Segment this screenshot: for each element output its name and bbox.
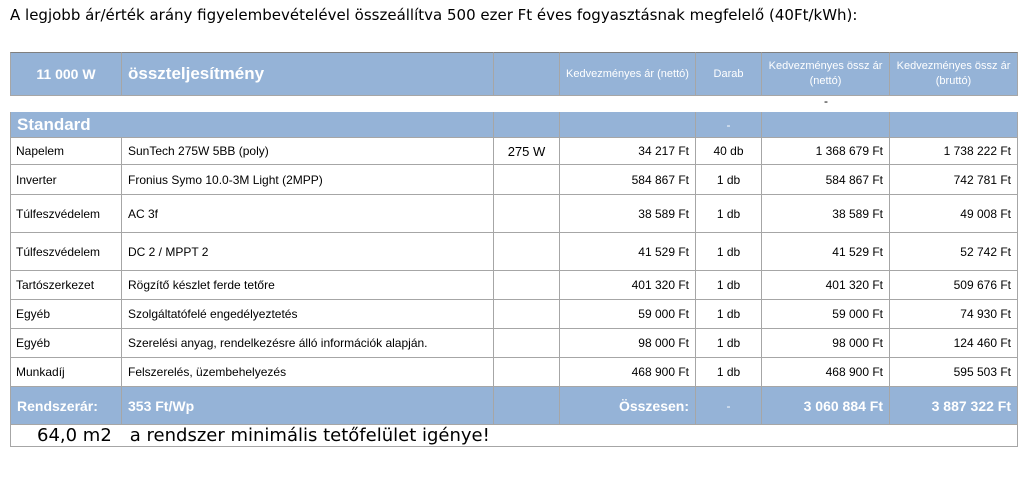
gap-mark: - bbox=[824, 96, 828, 108]
grand-total-gross: 3 887 322 Ft bbox=[890, 387, 1018, 425]
row-label: Inverter bbox=[10, 165, 122, 195]
page-heading: A legjobb ár/érték arány figyelembevételével összeállítva 500 ezer Ft éves fogyasztásnak megfelelő (40Ft/kWh): bbox=[10, 6, 858, 24]
row-power bbox=[494, 329, 560, 358]
gap-cell bbox=[560, 96, 696, 112]
row-desc: Szolgáltatófelé engedélyeztetés bbox=[122, 300, 494, 329]
row-total-gross: 742 781 Ft bbox=[890, 165, 1018, 195]
row-label: Munkadíj bbox=[10, 358, 122, 387]
row-qty: 1 db bbox=[696, 271, 762, 300]
row-total-net: 401 320 Ft bbox=[762, 271, 890, 300]
row-desc: DC 2 / MPPT 2 bbox=[122, 233, 494, 271]
row-total-gross: 124 460 Ft bbox=[890, 329, 1018, 358]
section-dash: - bbox=[696, 112, 762, 138]
row-unit-price: 98 000 Ft bbox=[560, 329, 696, 358]
row-desc: Rögzítő készlet ferde tetőre bbox=[122, 271, 494, 300]
row-desc: SunTech 275W 5BB (poly) bbox=[122, 138, 494, 165]
roof-area-text: a rendszer minimális tetőfelület igénye! bbox=[129, 425, 490, 446]
col-total-net: Kedvezményes össz ár (nettó) bbox=[762, 52, 890, 96]
row-unit-price: 41 529 Ft bbox=[560, 233, 696, 271]
gap-cell bbox=[494, 96, 560, 112]
row-qty: 1 db bbox=[696, 165, 762, 195]
row-unit-price: 401 320 Ft bbox=[560, 271, 696, 300]
row-total-gross: 74 930 Ft bbox=[890, 300, 1018, 329]
row-label: Egyéb bbox=[10, 300, 122, 329]
row-total-net: 584 867 Ft bbox=[762, 165, 890, 195]
row-total-net: 1 368 679 Ft bbox=[762, 138, 890, 165]
row-label: Egyéb bbox=[10, 329, 122, 358]
row-desc: AC 3f bbox=[122, 195, 494, 233]
row-unit-price: 584 867 Ft bbox=[560, 165, 696, 195]
roof-area-note bbox=[10, 425, 1018, 447]
gap-cell bbox=[890, 96, 1018, 112]
totals-dash: - bbox=[696, 387, 762, 425]
row-qty: 1 db bbox=[696, 329, 762, 358]
header-title: összteljesítmény bbox=[122, 52, 494, 96]
row-qty: 1 db bbox=[696, 358, 762, 387]
row-power bbox=[494, 300, 560, 329]
roof-area-value: 64,0 m2 bbox=[37, 425, 112, 446]
row-qty: 1 db bbox=[696, 300, 762, 329]
row-total-gross: 509 676 Ft bbox=[890, 271, 1018, 300]
row-power bbox=[494, 195, 560, 233]
gap-cell bbox=[10, 96, 122, 112]
section-cell bbox=[560, 112, 696, 138]
row-total-net: 41 529 Ft bbox=[762, 233, 890, 271]
row-unit-price: 59 000 Ft bbox=[560, 300, 696, 329]
col-total-gross: Kedvezményes össz ár (bruttó) bbox=[890, 52, 1018, 96]
row-total-net: 98 000 Ft bbox=[762, 329, 890, 358]
section-cell bbox=[762, 112, 890, 138]
section-cell bbox=[890, 112, 1018, 138]
row-unit-price: 468 900 Ft bbox=[560, 358, 696, 387]
row-unit-price: 34 217 Ft bbox=[560, 138, 696, 165]
row-total-gross: 52 742 Ft bbox=[890, 233, 1018, 271]
price-per-wp: 353 Ft/Wp bbox=[122, 387, 494, 425]
sum-label: Összesen: bbox=[560, 387, 696, 425]
row-label: Tartószerkezet bbox=[10, 271, 122, 300]
row-qty: 1 db bbox=[696, 195, 762, 233]
grand-total-net: 3 060 884 Ft bbox=[762, 387, 890, 425]
row-power bbox=[494, 165, 560, 195]
row-desc: Szerelési anyag, rendelkezésre álló információk alapján. bbox=[122, 329, 494, 358]
row-label: Túlfeszvédelem bbox=[10, 195, 122, 233]
row-total-gross: 49 008 Ft bbox=[890, 195, 1018, 233]
row-total-net: 468 900 Ft bbox=[762, 358, 890, 387]
row-desc: Fronius Symo 10.0-3M Light (2MPP) bbox=[122, 165, 494, 195]
system-price-label: Rendszerár: bbox=[10, 387, 122, 425]
row-power bbox=[494, 358, 560, 387]
row-desc: Felszerelés, üzembehelyezés bbox=[122, 358, 494, 387]
row-label: Túlfeszvédelem bbox=[10, 233, 122, 271]
row-total-gross: 595 503 Ft bbox=[890, 358, 1018, 387]
row-power: 275 W bbox=[494, 138, 560, 165]
totals-cell bbox=[494, 387, 560, 425]
row-unit-price: 38 589 Ft bbox=[560, 195, 696, 233]
row-total-gross: 1 738 222 Ft bbox=[890, 138, 1018, 165]
row-power bbox=[494, 271, 560, 300]
row-total-net: 59 000 Ft bbox=[762, 300, 890, 329]
col-unit-price: Kedvezményes ár (nettó) bbox=[560, 52, 696, 96]
row-power bbox=[494, 233, 560, 271]
col-qty: Darab bbox=[696, 52, 762, 96]
gap-cell bbox=[696, 96, 762, 112]
total-power: 11 000 W bbox=[10, 52, 122, 96]
row-qty: 40 db bbox=[696, 138, 762, 165]
section-title: Standard bbox=[10, 112, 494, 138]
gap-cell bbox=[122, 96, 494, 112]
quote-table bbox=[10, 52, 1018, 447]
row-total-net: 38 589 Ft bbox=[762, 195, 890, 233]
header-blank bbox=[494, 52, 560, 96]
row-label: Napelem bbox=[10, 138, 122, 165]
row-qty: 1 db bbox=[696, 233, 762, 271]
section-cell bbox=[494, 112, 560, 138]
